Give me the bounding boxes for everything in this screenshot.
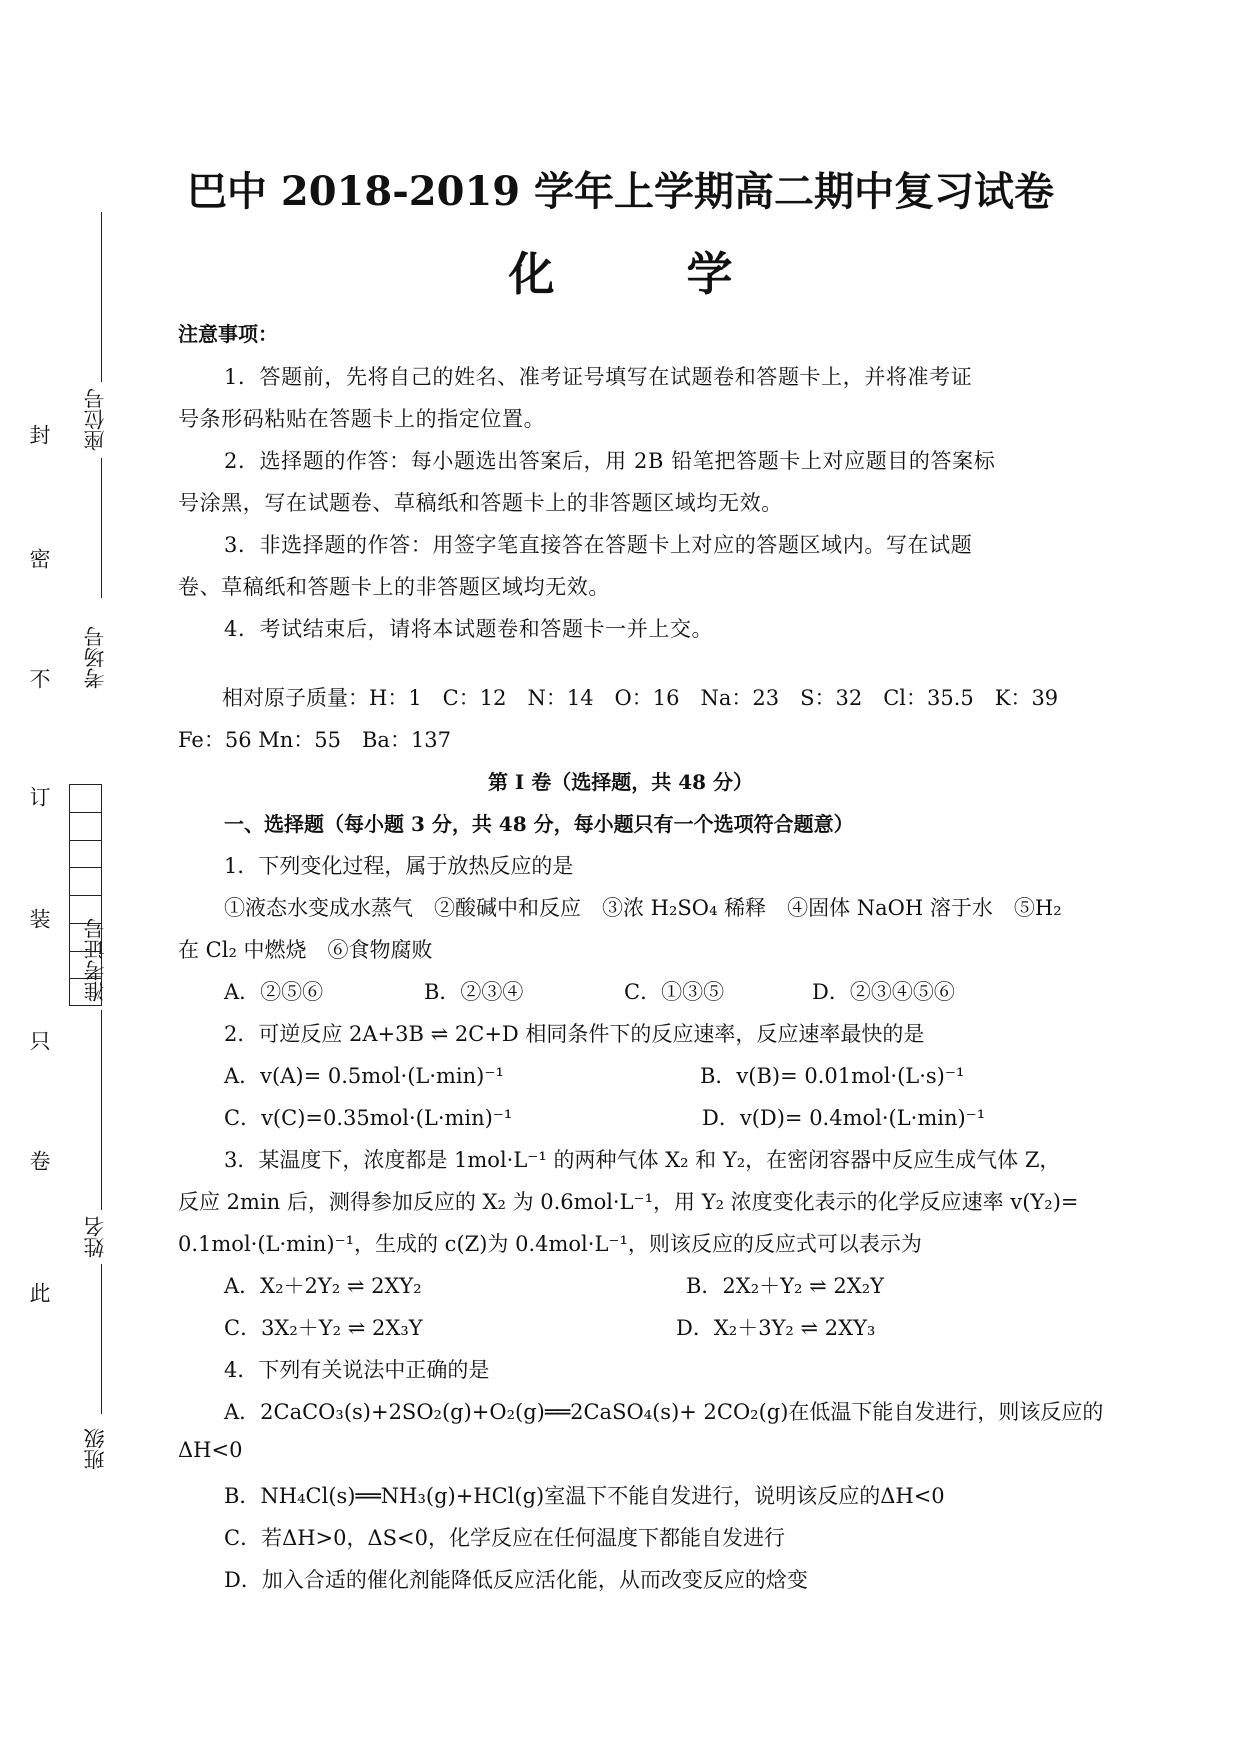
notes-heading: 注意事项： xyxy=(178,322,278,346)
q1-option-a[interactable]: A．②⑤⑥ xyxy=(224,980,324,1004)
section-heading: 一、选择题（每小题 3 分，共 48 分，每小题只有一个选项符合题意） xyxy=(224,812,854,836)
q2-option-c[interactable]: C．v(C)=0.35mol·(L·min)⁻¹ xyxy=(224,1106,513,1130)
q2-option-b[interactable]: B．v(B)= 0.01mol·(L·s)⁻¹ xyxy=(700,1064,965,1088)
name-label: 姓名 xyxy=(83,1216,107,1258)
note-4: 4．考试结束后，请将本试题卷和答题卡一并上交。 xyxy=(224,617,714,641)
part-title: 第 I 卷（选择题，共 48 分） xyxy=(487,770,754,794)
seal-char-1: 封 xyxy=(27,424,51,445)
ticket-number-label: 准考证号 xyxy=(83,918,107,1002)
q1-option-b[interactable]: B．②③④ xyxy=(424,980,524,1004)
q1-option-d[interactable]: D．②③④⑤⑥ xyxy=(812,980,955,1004)
seal-char-7: 卷 xyxy=(27,1150,51,1171)
ticket-number-field[interactable] xyxy=(101,1010,102,1210)
q4-option-d[interactable]: D．加入合适的催化剂能降低反应活化能，从而改变反应的焓变 xyxy=(224,1568,808,1592)
note-2-line-2: 号涂黑，写在试题卷、草稿纸和答题卡上的非答题区域均无效。 xyxy=(178,491,783,515)
seal-char-8: 此 xyxy=(27,1282,51,1303)
q1-items-line-2: 在 Cl₂ 中燃烧 ⑥食物腐败 xyxy=(178,938,433,962)
q3-line-3: 0.1mol·(L·min)⁻¹，生成的 c(Z)为 0.4mol·L⁻¹，则该反应的反应式可以表示为 xyxy=(178,1232,922,1256)
q3-option-b[interactable]: B．2X₂＋Y₂ ⇌ 2X₂Y xyxy=(686,1274,884,1298)
q3-line-2: 反应 2min 后，测得参加反应的 X₂ 为 0.6mol·L⁻¹，用 Y₂ 浓度变化表示的化学反应速率 v(Y₂)= xyxy=(178,1190,1079,1214)
q2-option-a[interactable]: A．v(A)= 0.5mol·(L·min)⁻¹ xyxy=(224,1064,504,1088)
q4-stem: 4．下列有关说法中正确的是 xyxy=(224,1358,490,1382)
q2-stem: 2．可逆反应 2A+3B ⇌ 2C+D 相同条件下的反应速率，反应速率最快的是 xyxy=(224,1022,925,1046)
q3-option-c[interactable]: C．3X₂＋Y₂ ⇌ 2X₃Y xyxy=(224,1316,423,1340)
q4-option-b[interactable]: B．NH₄Cl(s)══NH₃(g)+HCl(g)室温下不能自发进行，说明该反应的ΔH<0 xyxy=(224,1484,945,1508)
q1-stem: 1．下列变化过程，属于放热反应的是 xyxy=(224,854,574,878)
q3-option-a[interactable]: A．X₂＋2Y₂ ⇌ 2XY₂ xyxy=(224,1274,422,1298)
seat-number-label: 座位号 xyxy=(83,388,107,451)
note-1-line-1: 1．答题前，先将自己的姓名、准考证号填写在试题卷和答题卡上，并将准考证 xyxy=(224,365,973,389)
q1-option-c[interactable]: C．①③⑤ xyxy=(624,980,725,1004)
seal-char-6: 只 xyxy=(27,1030,51,1051)
seat-number-field[interactable] xyxy=(101,458,102,598)
class-label: 班级 xyxy=(83,1428,107,1470)
seal-char-3: 不 xyxy=(27,668,51,689)
q4-option-a-line-2: ΔH<0 xyxy=(178,1438,243,1462)
atomic-mass-line-2: Fe：56 Mn：55 Ba：137 xyxy=(178,728,452,752)
atomic-mass-line-1: 相对原子质量：H：1 C：12 N：14 O：16 Na：23 S：32 Cl：35.5 K：39 xyxy=(222,686,1059,710)
subject-title: 化 学 xyxy=(508,247,791,301)
note-1-line-2: 号条形码粘贴在答题卡上的指定位置。 xyxy=(178,407,546,431)
q4-option-c[interactable]: C．若ΔH>0，ΔS<0，化学反应在任何温度下都能自发进行 xyxy=(224,1526,786,1550)
q1-items-line-1: ①液态水变成水蒸气 ②酸碱中和反应 ③浓 H₂SO₄ 稀释 ④固体 NaOH 溶于水 ⑤H₂ xyxy=(224,896,1062,920)
note-3-line-2: 卷、草稿纸和答题卡上的非答题区域均无效。 xyxy=(178,575,610,599)
q3-option-d[interactable]: D．X₂＋3Y₂ ⇌ 2XY₃ xyxy=(676,1316,876,1340)
q2-option-d[interactable]: D．v(D)= 0.4mol·(L·min)⁻¹ xyxy=(702,1106,986,1130)
name-field[interactable] xyxy=(101,1264,102,1414)
exam-title: 巴中 2018-2019 学年上学期高二期中复习试卷 xyxy=(186,168,1055,215)
exam-room-label: 考场号 xyxy=(83,626,107,689)
note-2-line-1: 2．选择题的作答：每小题选出答案后，用 2B 铅笔把答题卡上对应题目的答案标 xyxy=(224,449,996,473)
q4-option-a-line-1[interactable]: A．2CaCO₃(s)+2SO₂(g)+O₂(g)══2CaSO₄(s)+ 2CO₂(g)在低温下能自发进行，则该反应的 xyxy=(224,1400,1104,1424)
note-3-line-1: 3．非选择题的作答：用签字笔直接答在答题卡上对应的答题区域内。写在试题 xyxy=(224,533,973,557)
seal-char-5: 装 xyxy=(27,908,51,929)
seal-char-4: 订 xyxy=(27,786,51,807)
q3-line-1: 3．某温度下，浓度都是 1mol·L⁻¹ 的两种气体 X₂ 和 Y₂，在密闭容器中反应生成气体 Z， xyxy=(224,1148,1061,1172)
seal-char-2: 密 xyxy=(27,548,51,569)
